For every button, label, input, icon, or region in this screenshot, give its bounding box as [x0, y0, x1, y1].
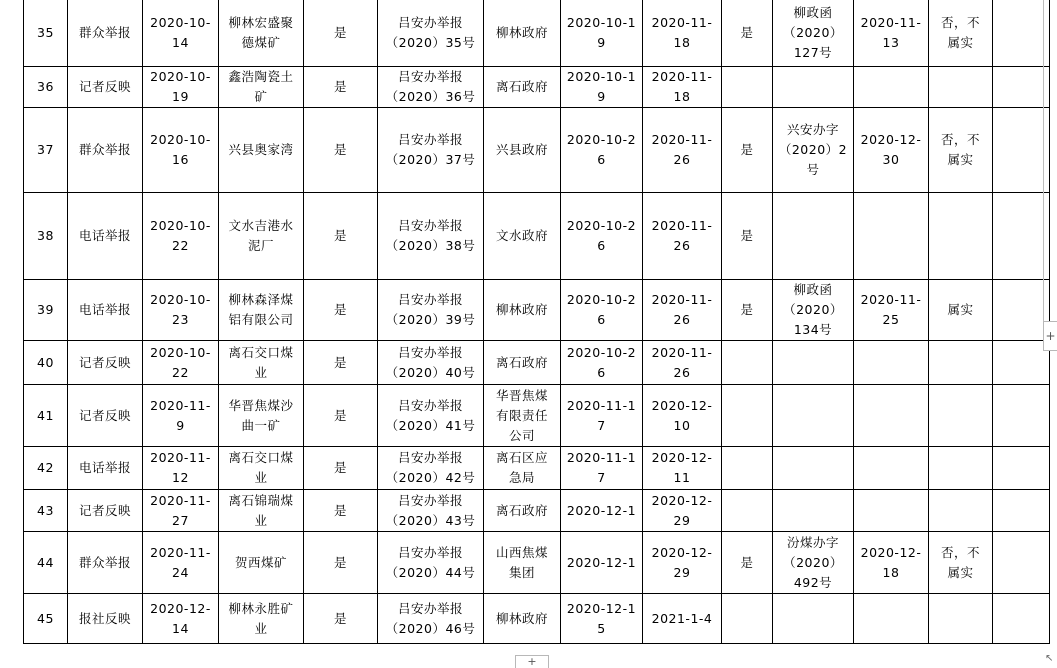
document-number-text: 吕安办举报 （2020）46号	[385, 600, 476, 636]
deadline-date-text: 2020-11- 26	[651, 344, 713, 380]
row-number-text: 37	[37, 142, 54, 157]
replied-flag-text: 是	[740, 142, 754, 157]
reply-reference-text: 柳政函 （2020） 134号	[783, 282, 843, 337]
deadline-date-text: 2020-11- 26	[651, 218, 713, 253]
report-type-text: 记者反映	[78, 502, 131, 518]
verification-result-cell[interactable]	[929, 385, 993, 447]
assigned-date-cell[interactable]	[561, 280, 643, 341]
verification-result-text: 属实	[947, 302, 974, 317]
report-type-cell[interactable]	[68, 108, 143, 193]
extra-cell-cell[interactable]	[993, 0, 1050, 67]
verification-result-cell[interactable]	[929, 67, 993, 108]
report-date-text: 2020-11- 24	[150, 544, 211, 580]
reported-unit-text: 柳林永胜矿 业	[228, 600, 294, 636]
row-number-cell[interactable]	[24, 532, 68, 594]
assigned-date-text: 2020-12-1	[566, 502, 637, 518]
handling-org-cell[interactable]	[484, 594, 561, 644]
handled-flag-text: 是	[333, 142, 347, 157]
handling-org-text: 兴县政府	[495, 142, 548, 157]
handled-flag-cell[interactable]	[304, 532, 378, 594]
assigned-date-cell[interactable]	[561, 385, 643, 447]
report-date-cell[interactable]	[143, 341, 219, 385]
report-type-text: 记者反映	[78, 354, 131, 370]
reported-unit-cell[interactable]	[219, 532, 304, 594]
reported-unit-text: 贺西煤矿	[234, 554, 287, 570]
reported-unit-text: 鑫浩陶瓷土 矿	[228, 69, 294, 104]
report-type-text: 报社反映	[78, 610, 131, 626]
table-row	[24, 447, 1050, 490]
reported-unit-cell[interactable]	[219, 67, 304, 108]
row-number-text: 38	[37, 228, 54, 243]
deadline-date-text: 2020-11- 26	[651, 292, 713, 327]
document-number-cell[interactable]	[378, 385, 484, 447]
row-number-cell[interactable]	[24, 385, 68, 447]
reply-reference-cell[interactable]	[773, 280, 854, 341]
deadline-date-cell[interactable]	[643, 108, 722, 193]
row-number-text: 44	[37, 554, 54, 570]
assigned-date-cell[interactable]	[561, 0, 643, 67]
table-resize-handle-icon[interactable]: ↖	[1045, 653, 1054, 664]
deadline-date-cell[interactable]	[643, 532, 722, 594]
row-number-cell[interactable]	[24, 490, 68, 532]
document-number-cell[interactable]	[378, 490, 484, 532]
report-type-text: 记者反映	[78, 407, 131, 423]
handled-flag-cell[interactable]	[304, 385, 378, 447]
handling-org-text: 柳林政府	[495, 610, 548, 626]
deadline-date-cell[interactable]	[643, 0, 722, 67]
report-date-text: 2020-11- 9	[150, 397, 211, 433]
reported-unit-text: 柳林宏盛聚 德煤矿	[228, 15, 294, 50]
assigned-date-text: 2020-12-1 5	[566, 600, 637, 636]
document-number-text: 吕安办举报 （2020）43号	[385, 492, 476, 528]
deadline-date-text: 2020-12- 29	[651, 544, 713, 580]
handling-org-cell[interactable]	[484, 490, 561, 532]
reply-reference-cell[interactable]	[773, 490, 854, 532]
handled-flag-text: 是	[333, 460, 347, 475]
table-row	[24, 0, 1050, 67]
reply-date-text: 2020-12- 30	[860, 132, 922, 167]
handled-flag-cell[interactable]	[304, 490, 378, 532]
report-date-cell[interactable]	[143, 532, 219, 594]
handling-org-cell[interactable]	[484, 0, 561, 67]
verification-result-cell[interactable]	[929, 594, 993, 644]
handling-org-cell[interactable]	[484, 341, 561, 385]
table-row	[24, 108, 1050, 193]
assigned-date-cell[interactable]	[561, 490, 643, 532]
document-number-cell[interactable]	[378, 108, 484, 193]
extra-cell-cell[interactable]	[993, 385, 1050, 447]
table-row	[24, 594, 1050, 644]
verification-result-cell[interactable]	[929, 280, 993, 341]
report-type-cell[interactable]	[68, 447, 143, 490]
handling-org-text: 柳林政府	[495, 302, 548, 317]
report-type-cell[interactable]	[68, 385, 143, 447]
assigned-date-cell[interactable]	[561, 67, 643, 108]
row-number-text: 35	[37, 25, 54, 40]
reported-unit-text: 华晋焦煤沙 曲一矿	[228, 397, 294, 433]
row-number-text: 42	[37, 460, 54, 475]
replied-flag-cell[interactable]	[722, 193, 773, 280]
handled-flag-text: 是	[333, 79, 347, 94]
extra-cell-cell[interactable]	[993, 341, 1050, 385]
reply-reference-cell[interactable]	[773, 108, 854, 193]
reported-unit-cell[interactable]	[219, 385, 304, 447]
deadline-date-text: 2020-11- 18	[651, 15, 713, 50]
reply-date-cell[interactable]	[854, 280, 929, 341]
replied-flag-cell[interactable]	[722, 0, 773, 67]
table-row	[24, 490, 1050, 532]
handling-org-text: 离石政府	[495, 354, 548, 370]
verification-result-cell[interactable]	[929, 193, 993, 280]
report-date-text: 2020-10- 22	[150, 218, 211, 253]
report-type-cell[interactable]	[68, 341, 143, 385]
report-type-cell[interactable]	[68, 67, 143, 108]
assigned-date-text: 2020-10-2 6	[566, 132, 637, 167]
report-date-text: 2020-12- 14	[150, 600, 211, 636]
reply-date-text: 2020-12- 18	[860, 544, 922, 580]
row-number-cell[interactable]	[24, 447, 68, 490]
document-number-text: 吕安办举报 （2020）44号	[385, 544, 476, 580]
handling-org-text: 华晋焦煤 有限责任 公司	[495, 387, 548, 443]
deadline-date-cell[interactable]	[643, 341, 722, 385]
document-number-text: 吕安办举报 （2020）39号	[385, 292, 476, 327]
add-column-button[interactable]: +	[1043, 321, 1057, 351]
report-date-text: 2020-11- 12	[150, 450, 211, 485]
handled-flag-cell[interactable]	[304, 280, 378, 341]
report-type-text: 记者反映	[78, 79, 131, 94]
reported-unit-cell[interactable]	[219, 341, 304, 385]
row-number-cell[interactable]	[24, 67, 68, 108]
report-type-text: 电话举报	[78, 302, 131, 317]
row-number-cell[interactable]	[24, 0, 68, 67]
reply-date-text: 2020-11- 13	[860, 15, 922, 50]
reported-unit-text: 柳林森泽煤 铝有限公司	[228, 292, 294, 327]
handled-flag-cell[interactable]	[304, 594, 378, 644]
report-date-cell[interactable]	[143, 490, 219, 532]
handling-org-text: 离石政府	[495, 79, 548, 94]
assigned-date-text: 2020-10-2 6	[566, 344, 637, 380]
replied-flag-cell[interactable]	[722, 280, 773, 341]
reported-unit-cell[interactable]	[219, 193, 304, 280]
table-row	[24, 341, 1050, 385]
replied-flag-text: 是	[740, 554, 754, 570]
extra-cell-cell[interactable]	[993, 490, 1050, 532]
handling-org-cell[interactable]	[484, 532, 561, 594]
verification-result-cell[interactable]	[929, 490, 993, 532]
replied-flag-text: 是	[740, 302, 754, 317]
report-type-text: 电话举报	[78, 460, 131, 475]
deadline-date-text: 2021-1-4	[651, 610, 713, 626]
reported-unit-text: 离石锦瑞煤 业	[228, 492, 294, 528]
extra-cell-cell[interactable]	[993, 108, 1050, 193]
replied-flag-text: 是	[740, 25, 754, 40]
handling-org-cell[interactable]	[484, 447, 561, 490]
row-number-text: 43	[37, 502, 54, 518]
replied-flag-cell[interactable]	[722, 532, 773, 594]
document-number-text: 吕安办举报 （2020）38号	[385, 218, 476, 253]
row-number-cell[interactable]	[24, 193, 68, 280]
assigned-date-text: 2020-10-2 6	[566, 218, 637, 253]
handling-org-text: 文水政府	[495, 228, 548, 243]
report-date-cell[interactable]	[143, 594, 219, 644]
handling-org-text: 山西焦煤 集团	[495, 544, 548, 580]
document-number-cell[interactable]	[378, 594, 484, 644]
extra-cell-cell[interactable]	[993, 447, 1050, 490]
assigned-date-cell[interactable]	[561, 341, 643, 385]
assigned-date-text: 2020-11-1 7	[566, 397, 637, 433]
assigned-date-cell[interactable]	[561, 594, 643, 644]
deadline-date-cell[interactable]	[643, 193, 722, 280]
report-date-cell[interactable]	[143, 385, 219, 447]
replied-flag-text: 是	[740, 228, 754, 243]
deadline-date-text: 2020-12- 29	[651, 492, 713, 528]
page-right-edge	[1043, 0, 1044, 350]
reply-date-cell[interactable]	[854, 594, 929, 644]
reported-unit-text: 离石交口煤 业	[228, 344, 294, 380]
row-number-cell[interactable]	[24, 341, 68, 385]
table-row	[24, 193, 1050, 280]
handling-org-cell[interactable]	[484, 108, 561, 193]
report-type-text: 群众举报	[78, 25, 131, 40]
assigned-date-text: 2020-10-2 6	[566, 292, 637, 327]
handled-flag-cell[interactable]	[304, 193, 378, 280]
document-number-text: 吕安办举报 （2020）37号	[385, 132, 476, 167]
handling-org-text: 离石区应 急局	[495, 450, 548, 485]
reply-date-cell[interactable]	[854, 108, 929, 193]
report-date-text: 2020-10- 22	[150, 344, 211, 380]
report-type-cell[interactable]	[68, 594, 143, 644]
handling-org-cell[interactable]	[484, 280, 561, 341]
row-number-text: 39	[37, 302, 54, 317]
reply-date-cell[interactable]	[854, 193, 929, 280]
replied-flag-cell[interactable]	[722, 108, 773, 193]
document-number-cell[interactable]	[378, 341, 484, 385]
row-number-cell[interactable]	[24, 280, 68, 341]
extra-cell-cell[interactable]	[993, 594, 1050, 644]
reported-unit-text: 兴县奥家湾	[228, 142, 294, 157]
reply-date-cell[interactable]	[854, 447, 929, 490]
report-date-cell[interactable]	[143, 108, 219, 193]
reported-unit-text: 离石交口煤 业	[228, 450, 294, 485]
reply-reference-cell[interactable]	[773, 532, 854, 594]
extra-cell-cell[interactable]	[993, 193, 1050, 280]
reply-reference-cell[interactable]	[773, 447, 854, 490]
row-number-text: 45	[37, 610, 54, 626]
verification-result-cell[interactable]	[929, 532, 993, 594]
reply-date-text: 2020-11- 25	[860, 292, 922, 327]
document-number-text: 吕安办举报 （2020）42号	[385, 450, 476, 485]
handled-flag-text: 是	[333, 302, 347, 317]
handled-flag-text: 是	[333, 502, 347, 518]
reported-unit-cell[interactable]	[219, 594, 304, 644]
reply-date-cell[interactable]	[854, 385, 929, 447]
assigned-date-text: 2020-11-1 7	[566, 450, 637, 485]
assigned-date-cell[interactable]	[561, 108, 643, 193]
add-row-button[interactable]: +	[515, 655, 549, 668]
report-type-cell[interactable]	[68, 490, 143, 532]
handled-flag-text: 是	[333, 610, 347, 626]
verification-result-cell[interactable]	[929, 0, 993, 67]
assigned-date-text: 2020-12-1	[566, 554, 637, 570]
handled-flag-text: 是	[333, 25, 347, 40]
replied-flag-cell[interactable]	[722, 447, 773, 490]
replied-flag-cell[interactable]	[722, 490, 773, 532]
table-row	[24, 532, 1050, 594]
deadline-date-cell[interactable]	[643, 490, 722, 532]
report-date-cell[interactable]	[143, 447, 219, 490]
deadline-date-text: 2020-12- 10	[651, 397, 713, 433]
reply-reference-text: 汾煤办字 （2020） 492号	[783, 534, 843, 590]
document-number-cell[interactable]	[378, 193, 484, 280]
reply-reference-cell[interactable]	[773, 67, 854, 108]
handled-flag-text: 是	[333, 354, 347, 370]
report-date-text: 2020-10- 23	[150, 292, 211, 327]
handling-org-cell[interactable]	[484, 193, 561, 280]
replied-flag-cell[interactable]	[722, 67, 773, 108]
deadline-date-text: 2020-11- 26	[651, 132, 713, 167]
document-number-cell[interactable]	[378, 447, 484, 490]
reply-reference-text: 柳政函 （2020） 127号	[783, 5, 843, 60]
reply-reference-cell[interactable]	[773, 385, 854, 447]
report-type-text: 群众举报	[78, 142, 131, 157]
verification-result-text: 否，不 属实	[940, 132, 980, 167]
reply-date-cell[interactable]	[854, 0, 929, 67]
handled-flag-text: 是	[333, 228, 347, 243]
table-body	[24, 0, 1050, 644]
assigned-date-cell[interactable]	[561, 447, 643, 490]
report-date-text: 2020-10- 16	[150, 132, 211, 167]
report-table	[23, 0, 1050, 644]
table-row	[24, 280, 1050, 341]
document-number-cell[interactable]	[378, 280, 484, 341]
assigned-date-cell[interactable]	[561, 193, 643, 280]
report-date-cell[interactable]	[143, 67, 219, 108]
row-number-text: 41	[37, 407, 54, 423]
report-type-text: 群众举报	[78, 554, 131, 570]
deadline-date-cell[interactable]	[643, 385, 722, 447]
reply-date-cell[interactable]	[854, 490, 929, 532]
extra-cell-cell[interactable]	[993, 67, 1050, 108]
reported-unit-cell[interactable]	[219, 490, 304, 532]
report-type-cell[interactable]	[68, 532, 143, 594]
reply-reference-text: 兴安办字 （2020）2 号	[778, 122, 848, 177]
report-type-cell[interactable]	[68, 0, 143, 67]
document-number-text: 吕安办举报 （2020）36号	[385, 69, 476, 104]
table-row	[24, 385, 1050, 447]
reply-date-cell[interactable]	[854, 341, 929, 385]
reply-date-cell[interactable]	[854, 67, 929, 108]
assigned-date-cell[interactable]	[561, 532, 643, 594]
report-type-cell[interactable]	[68, 280, 143, 341]
deadline-date-text: 2020-11- 18	[651, 69, 713, 104]
report-date-cell[interactable]	[143, 193, 219, 280]
row-number-cell[interactable]	[24, 594, 68, 644]
verification-result-cell[interactable]	[929, 447, 993, 490]
handling-org-text: 离石政府	[495, 502, 548, 518]
handling-org-text: 柳林政府	[495, 25, 548, 40]
table-row	[24, 67, 1050, 108]
row-number-text: 40	[37, 354, 54, 370]
document-number-text: 吕安办举报 （2020）41号	[385, 397, 476, 433]
extra-cell-cell[interactable]	[993, 532, 1050, 594]
handled-flag-text: 是	[333, 407, 347, 423]
reply-date-cell[interactable]	[854, 532, 929, 594]
verification-result-cell[interactable]	[929, 341, 993, 385]
row-number-text: 36	[37, 79, 54, 94]
deadline-date-text: 2020-12- 11	[651, 450, 713, 485]
handled-flag-cell[interactable]	[304, 67, 378, 108]
report-date-text: 2020-10- 14	[150, 15, 211, 50]
report-date-text: 2020-11- 27	[150, 492, 211, 528]
document-number-cell[interactable]	[378, 532, 484, 594]
reported-unit-cell[interactable]	[219, 280, 304, 341]
handling-org-cell[interactable]	[484, 385, 561, 447]
handled-flag-cell[interactable]	[304, 447, 378, 490]
report-type-cell[interactable]	[68, 193, 143, 280]
reported-unit-cell[interactable]	[219, 447, 304, 490]
assigned-date-text: 2020-10-1 9	[566, 15, 637, 50]
extra-cell-cell[interactable]	[993, 280, 1050, 341]
deadline-date-cell[interactable]	[643, 594, 722, 644]
reported-unit-cell[interactable]	[219, 108, 304, 193]
report-date-cell[interactable]	[143, 0, 219, 67]
document-number-cell[interactable]	[378, 0, 484, 67]
row-number-cell[interactable]	[24, 108, 68, 193]
reply-reference-cell[interactable]	[773, 193, 854, 280]
replied-flag-cell[interactable]	[722, 385, 773, 447]
deadline-date-cell[interactable]	[643, 67, 722, 108]
handling-org-cell[interactable]	[484, 67, 561, 108]
document-number-text: 吕安办举报 （2020）35号	[385, 15, 476, 50]
reply-reference-cell[interactable]	[773, 594, 854, 644]
handled-flag-cell[interactable]	[304, 108, 378, 193]
replied-flag-cell[interactable]	[722, 594, 773, 644]
document-number-text: 吕安办举报 （2020）40号	[385, 344, 476, 380]
verification-result-text: 否，不 属实	[940, 15, 980, 50]
document-number-cell[interactable]	[378, 67, 484, 108]
deadline-date-cell[interactable]	[643, 280, 722, 341]
deadline-date-cell[interactable]	[643, 447, 722, 490]
report-date-cell[interactable]	[143, 280, 219, 341]
reply-reference-cell[interactable]	[773, 341, 854, 385]
verification-result-text: 否，不 属实	[940, 544, 980, 580]
reply-reference-cell[interactable]	[773, 0, 854, 67]
handled-flag-text: 是	[333, 554, 347, 570]
assigned-date-text: 2020-10-1 9	[566, 69, 637, 104]
verification-result-cell[interactable]	[929, 108, 993, 193]
report-date-text: 2020-10- 19	[150, 69, 211, 104]
reported-unit-text: 文水吉港水 泥厂	[228, 218, 294, 253]
handled-flag-cell[interactable]	[304, 341, 378, 385]
handled-flag-cell[interactable]	[304, 0, 378, 67]
replied-flag-cell[interactable]	[722, 341, 773, 385]
report-type-text: 电话举报	[78, 228, 131, 243]
reported-unit-cell[interactable]	[219, 0, 304, 67]
